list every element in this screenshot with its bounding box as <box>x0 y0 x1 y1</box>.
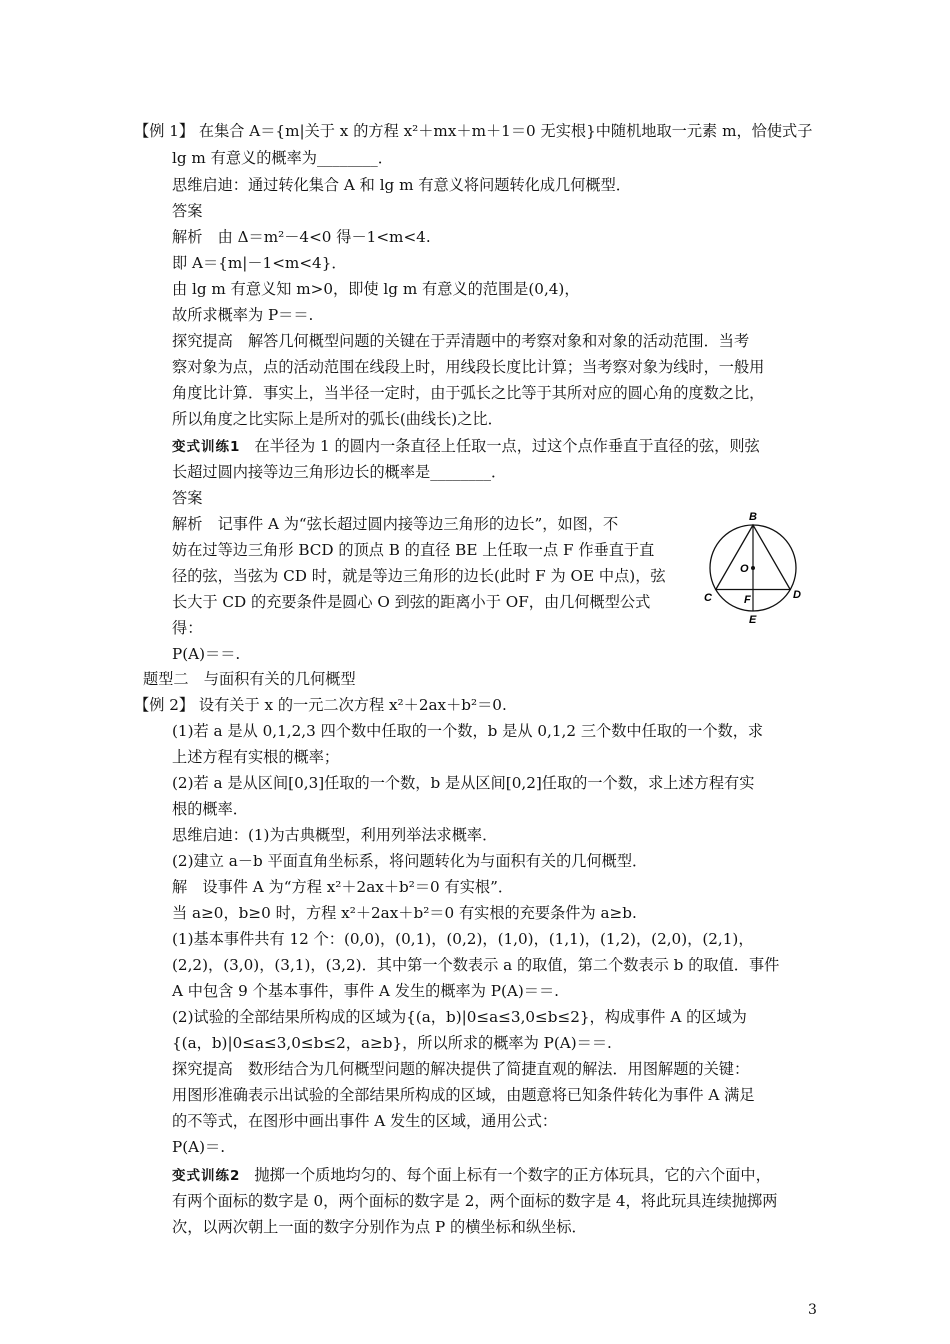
text-line: 察对象为点，点的活动范围在线段上时，用线段长度比计算；当考察对象为线时，一般用 <box>172 358 765 376</box>
text-line: {(a，b)|0≤a≤3,0≤b≤2，a≥b}，所以所求的概率为 P(A)＝＝. <box>172 1034 612 1052</box>
circle-triangle-figure <box>700 508 810 626</box>
text-line: 解 设事件 A 为“方程 x²＋2ax＋b²＝0 有实根”． <box>172 878 514 896</box>
text-line: 思维启迪：(1)为古典概型，利用列举法求概率． <box>172 826 498 844</box>
text-line: 【例 1】 在集合 A＝{m|关于 x 的方程 x²＋mx＋m＋1＝0 无实根}中随机地取一元素 m，恰使式子 <box>134 122 813 140</box>
exercise-1-text: 在半径为 1 的圆内一条直径上任取一点，过这个点作垂直于直径的弦，则弦 <box>254 437 760 455</box>
label-d: D <box>793 589 801 601</box>
label-b: B <box>749 511 757 523</box>
text-line: 根的概率． <box>172 800 248 818</box>
text-line: 答案 <box>172 202 203 220</box>
exercise-2-tag: 变式训练2 <box>172 1168 241 1184</box>
text-line: 题型二 与面积有关的几何概型 <box>143 670 356 688</box>
text-line: 的不等式，在图形中画出事件 A 发生的区域，通用公式： <box>172 1112 558 1130</box>
text-line: 长大于 CD 的充要条件是圆心 O 到弦的距离小于 OF，由几何概型公式 <box>172 593 651 611</box>
text-line: 故所求概率为 P＝＝. <box>172 306 314 324</box>
text-line: 由 lg m 有意义知 m>0，即使 lg m 有意义的范围是(0,4)， <box>172 280 580 298</box>
text-line: (2)试验的全部结果所构成的区域为{(a，b)|0≤a≤3,0≤b≤2}，构成事件 A 的区域为 <box>172 1008 747 1026</box>
text-line: A 中包含 9 个基本事件，事件 A 发生的概率为 P(A)＝＝. <box>172 982 559 1000</box>
center-point <box>751 566 755 570</box>
text-line: 径的弦，当弦为 CD 时，就是等边三角形的边长(此时 F 为 OE 中点)，弦 <box>172 567 666 585</box>
page-number: 3 <box>808 1302 817 1318</box>
text-line: 妨在过等边三角形 BCD 的顶点 B 的直径 BE 上任取一点 F 作垂直于直 <box>172 541 655 559</box>
text-line: 即 A＝{m|－1<m<4}． <box>172 254 347 272</box>
text-line: 长超过圆内接等边三角形边长的概率是________． <box>172 463 507 481</box>
text-line: 探究提高 数形结合为几何概型问题的解决提供了简捷直观的解法．用图解题的关键： <box>172 1060 750 1078</box>
exercise-2-heading <box>172 1164 771 1187</box>
text-line: 得： <box>172 619 203 637</box>
text-line: 有两个面标的数字是 0，两个面标的数字是 2，两个面标的数字是 4，将此玩具连续抛掷两 <box>172 1192 778 1210</box>
text-line: 次，以两次朝上一面的数字分别作为点 P 的横坐标和纵坐标． <box>172 1218 587 1236</box>
text-line: 当 a≥0，b≥0 时，方程 x²＋2ax＋b²＝0 有实根的充要条件为 a≥b. <box>172 904 637 922</box>
text-line: 解析 记事件 A 为“弦长超过圆内接等边三角形的边长”，如图，不 <box>172 515 619 533</box>
label-o: O <box>740 563 749 575</box>
text-line: (2)若 a 是从区间[0,3]任取的一个数，b 是从区间[0,2]任取的一个数，求上述方程有实 <box>172 774 755 792</box>
label-c: C <box>704 592 712 604</box>
text-line: 思维启迪：通过转化集合 A 和 lg m 有意义将问题转化成几何概型． <box>172 176 631 194</box>
label-e: E <box>749 614 757 626</box>
text-line: 探究提高 解答几何概型问题的关键在于弄清题中的考察对象和对象的活动范围．当考 <box>172 332 750 350</box>
text-line: P(A)＝. <box>172 1138 226 1156</box>
exercise-1-tag: 变式训练1 <box>172 439 241 455</box>
text-line: 所以角度之比实际上是所对的弧长(曲线长)之比． <box>172 410 503 428</box>
label-f: F <box>744 594 751 606</box>
text-line: (2)建立 a－b 平面直角坐标系，将问题转化为与面积有关的几何概型． <box>172 852 648 870</box>
text-line: 上述方程有实根的概率； <box>172 748 340 766</box>
text-line: (1)若 a 是从 0,1,2,3 四个数中任取的一个数，b 是从 0,1,2 三个数中任取的一个数，求 <box>172 722 764 740</box>
text-line: (2,2)，(3,0)，(3,1)，(3,2)．其中第一个数表示 a 的取值，第二个数表示 b 的取值．事件 <box>172 956 780 974</box>
exercise-1-heading <box>172 435 760 458</box>
text-line: 答案 <box>172 489 203 507</box>
text-line: lg m 有意义的概率为________． <box>172 149 393 167</box>
text-line: P(A)＝＝. <box>172 645 241 663</box>
exercise-2-text: 抛掷一个质地均匀的、每个面上标有一个数字的正方体玩具，它的六个面中， <box>254 1166 771 1184</box>
text-line: 【例 2】 设有关于 x 的一元二次方程 x²＋2ax＋b²＝0. <box>134 696 507 714</box>
text-line: 用图形准确表示出试验的全部结果所构成的区域，由题意将已知条件转化为事件 A 满足 <box>172 1086 755 1104</box>
text-line: (1)基本事件共有 12 个：(0,0)，(0,1)，(0,2)，(1,0)，(1,1)，(1,2)，(2,0)，(2,1)， <box>172 930 754 948</box>
text-line: 解析 由 Δ＝m²－4<0 得－1<m<4. <box>172 228 431 246</box>
text-line: 角度比计算．事实上，当半径一定时，由于弧长之比等于其所对应的圆心角的度数之比， <box>172 384 765 402</box>
